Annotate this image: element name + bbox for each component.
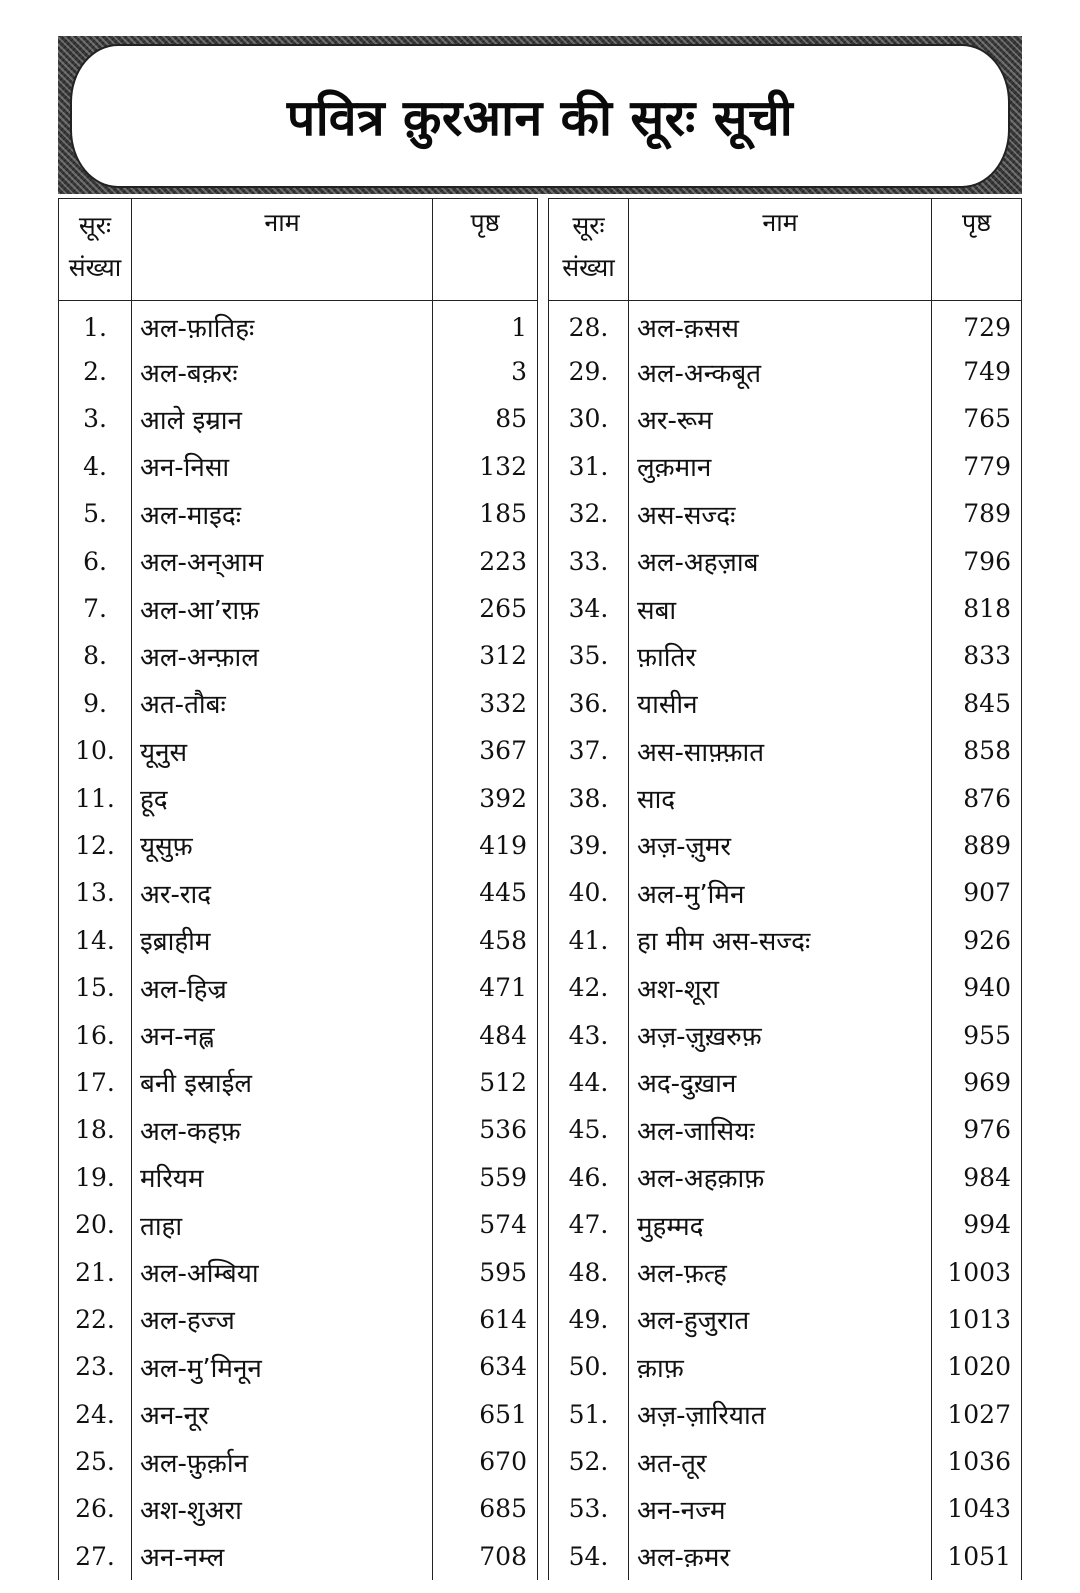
surah-name: अद-दुख़ान (629, 1059, 932, 1106)
surah-number: 8. (83, 641, 107, 671)
surah-number: 47. (568, 1210, 609, 1240)
table-row (549, 822, 1022, 869)
surah-name: यूसुफ़ (132, 822, 433, 869)
surah-number: 40. (568, 878, 609, 908)
surah-number: 9. (83, 688, 107, 718)
table-row (59, 1390, 538, 1437)
surah-page: 484 (433, 1011, 538, 1058)
table-row (59, 1201, 538, 1248)
table-row (549, 1154, 1022, 1201)
table-row (549, 1248, 1022, 1295)
surah-number: 50. (568, 1352, 609, 1382)
surah-index (58, 198, 1022, 1593)
surah-number: 30. (568, 404, 609, 434)
surah-name: अल-हज्ज (132, 1296, 433, 1343)
surah-number: 23. (75, 1352, 115, 1382)
surah-page: 595 (433, 1248, 538, 1295)
surah-name: लुक़मान (629, 443, 932, 490)
surah-page: 367 (433, 727, 538, 774)
table-row (59, 1059, 538, 1106)
surah-number: 4. (83, 451, 107, 481)
surah-name: मुहम्मद (629, 1201, 932, 1248)
table-body-right (549, 301, 1022, 1581)
surah-name: अस-सज्दः (629, 490, 932, 537)
surah-name: अल-हुजुरात (629, 1296, 932, 1343)
surah-name: अल-क़सस (629, 301, 932, 348)
surah-number: 36. (568, 688, 609, 718)
surah-page: 818 (932, 585, 1022, 632)
table-row (549, 727, 1022, 774)
surah-page: 85 (433, 395, 538, 442)
surah-name: अल-अन्कबूत (629, 348, 932, 395)
surah-page: 1051 (932, 1533, 1022, 1580)
surah-page: 392 (433, 774, 538, 821)
surah-name: अल-मु’मिनून (132, 1343, 433, 1390)
table-row (59, 680, 538, 727)
surah-number: 44. (568, 1067, 609, 1097)
surah-page: 1036 (932, 1438, 1022, 1485)
surah-page: 1 (433, 301, 538, 348)
surah-number: 6. (83, 546, 107, 576)
surah-page: 3 (433, 348, 538, 395)
table-row (59, 1343, 538, 1390)
surah-name: अल-मु’मिन (629, 869, 932, 916)
surah-page: 265 (433, 585, 538, 632)
surah-name: अल-अम्बिया (132, 1248, 433, 1295)
table-row (549, 964, 1022, 1011)
surah-page: 858 (932, 727, 1022, 774)
surah-page: 574 (433, 1201, 538, 1248)
surah-page: 1027 (932, 1390, 1022, 1437)
surah-number: 16. (75, 1020, 115, 1050)
surah-name: अर-राद (132, 869, 433, 916)
surah-number: 38. (568, 783, 609, 813)
surah-name: अत-तौबः (132, 680, 433, 727)
surah-name: अल-अन्फ़ाल (132, 632, 433, 679)
surah-name: अल-फ़ुर्क़ान (132, 1438, 433, 1485)
header-name: नाम (132, 199, 433, 301)
surah-page: 889 (932, 822, 1022, 869)
table-row (549, 585, 1022, 632)
surah-page: 833 (932, 632, 1022, 679)
surah-name: अश-शुअरा (132, 1485, 433, 1532)
surah-page: 1013 (932, 1296, 1022, 1343)
surah-name: अल-अहज़ाब (629, 537, 932, 584)
table-row (59, 1248, 538, 1295)
surah-number: 18. (75, 1115, 115, 1145)
surah-name: अल-अहक़ाफ़ (629, 1154, 932, 1201)
surah-page: 940 (932, 964, 1022, 1011)
surah-name: अन-नज्म (629, 1485, 932, 1532)
surah-number: 22. (75, 1304, 115, 1334)
table-row (549, 1390, 1022, 1437)
surah-name: अल-हिज्र (132, 964, 433, 1011)
table-row (59, 917, 538, 964)
surah-page: 685 (433, 1485, 538, 1532)
surah-name: फ़ातिर (629, 632, 932, 679)
surah-page: 796 (932, 537, 1022, 584)
surah-name: साद (629, 774, 932, 821)
surah-number: 15. (75, 973, 115, 1003)
surah-number: 25. (75, 1447, 115, 1477)
surah-page: 458 (433, 917, 538, 964)
surah-number: 32. (568, 499, 609, 529)
header-page: पृष्ठ (433, 199, 538, 301)
surah-page: 708 (433, 1533, 538, 1580)
table-row (549, 301, 1022, 348)
table-row (59, 443, 538, 490)
table-row (59, 822, 538, 869)
table-row (549, 1296, 1022, 1343)
surah-number: 27. (75, 1541, 115, 1571)
table-row (549, 1106, 1022, 1153)
surah-number: 21. (75, 1257, 115, 1287)
surah-page: 765 (932, 395, 1022, 442)
table-row (549, 774, 1022, 821)
surah-page: 419 (433, 822, 538, 869)
surah-page: 994 (932, 1201, 1022, 1248)
surah-number: 41. (568, 925, 609, 955)
table-row (59, 1106, 538, 1153)
table-row (59, 869, 538, 916)
surah-number: 12. (75, 830, 115, 860)
surah-name: अन-नम्ल (132, 1533, 433, 1580)
surah-number: 19. (75, 1162, 115, 1192)
surah-page: 955 (932, 1011, 1022, 1058)
surah-number: 46. (568, 1162, 609, 1192)
surah-name: अल-अन्आम (132, 537, 433, 584)
surah-number: 45. (568, 1115, 609, 1145)
surah-number: 42. (568, 973, 609, 1003)
surah-name: अज़-ज़ुख़रुफ़ (629, 1011, 932, 1058)
surah-number: 35. (568, 641, 609, 671)
surah-number: 5. (83, 499, 107, 529)
table-row (549, 917, 1022, 964)
surah-number: 29. (568, 357, 609, 387)
surah-name: बनी इस्राईल (132, 1059, 433, 1106)
table-row (549, 1485, 1022, 1532)
title-frame (70, 44, 1010, 188)
surah-number: 11. (75, 783, 115, 813)
surah-page: 749 (932, 348, 1022, 395)
surah-name: हा मीम अस-सज्दः (629, 917, 932, 964)
surah-name: हूद (132, 774, 433, 821)
surah-name: क़ाफ़ (629, 1343, 932, 1390)
surah-number: 7. (83, 594, 107, 624)
surah-name: अल-फ़त्ह (629, 1248, 932, 1295)
surah-page: 789 (932, 490, 1022, 537)
surah-number: 10. (75, 736, 115, 766)
table-row (59, 1533, 538, 1580)
header-number-line1: सूरः (572, 211, 605, 240)
table-row (549, 680, 1022, 727)
table-row (59, 395, 538, 442)
surah-name: अल-बक़रः (132, 348, 433, 395)
surah-name: अर-रूम (629, 395, 932, 442)
table-row (59, 585, 538, 632)
table-row (549, 348, 1022, 395)
table-row (59, 301, 538, 348)
surah-number: 51. (568, 1399, 609, 1429)
surah-page: 512 (433, 1059, 538, 1106)
title-banner (58, 36, 1022, 194)
table-row (59, 490, 538, 537)
surah-table-right (548, 198, 1022, 1580)
surah-name: अल-जासियः (629, 1106, 932, 1153)
surah-number: 52. (568, 1447, 609, 1477)
surah-number: 39. (568, 830, 609, 860)
surah-page: 670 (433, 1438, 538, 1485)
surah-number: 1. (83, 312, 107, 342)
table-row (549, 537, 1022, 584)
table-row (59, 964, 538, 1011)
header-number (59, 199, 132, 301)
surah-page: 907 (932, 869, 1022, 916)
surah-page: 1020 (932, 1343, 1022, 1390)
surah-number: 13. (75, 878, 115, 908)
table-row (549, 1533, 1022, 1580)
table-row (59, 1485, 538, 1532)
surah-page: 223 (433, 537, 538, 584)
surah-number: 53. (568, 1494, 609, 1524)
surah-page: 536 (433, 1106, 538, 1153)
surah-table-left (58, 198, 538, 1580)
surah-number: 26. (75, 1494, 115, 1524)
surah-page: 132 (433, 443, 538, 490)
surah-page: 614 (433, 1296, 538, 1343)
table-row (549, 1011, 1022, 1058)
table-row (59, 1438, 538, 1485)
table-row (549, 1201, 1022, 1248)
surah-number: 20. (75, 1210, 115, 1240)
surah-page: 976 (932, 1106, 1022, 1153)
surah-number: 37. (568, 736, 609, 766)
surah-page: 1043 (932, 1485, 1022, 1532)
surah-page: 634 (433, 1343, 538, 1390)
surah-page: 845 (932, 680, 1022, 727)
surah-number: 43. (568, 1020, 609, 1050)
table-row (549, 395, 1022, 442)
surah-name: अन-नह्ल (132, 1011, 433, 1058)
table-row (59, 348, 538, 395)
header-number-line2: संख्या (68, 253, 122, 282)
surah-page: 312 (433, 632, 538, 679)
surah-name: अन-नूर (132, 1390, 433, 1437)
table-body-left (59, 301, 538, 1581)
surah-number: 28. (568, 312, 609, 342)
surah-page: 984 (932, 1154, 1022, 1201)
surah-number: 34. (568, 594, 609, 624)
surah-name: सबा (629, 585, 932, 632)
surah-page: 332 (433, 680, 538, 727)
surah-name: अत-तूर (629, 1438, 932, 1485)
surah-name: अज़-ज़ुमर (629, 822, 932, 869)
surah-number: 3. (83, 404, 107, 434)
table-row (59, 727, 538, 774)
surah-number: 48. (568, 1257, 609, 1287)
page-title: पवित्र क़ुरआन की सूरः सूची (286, 88, 794, 147)
surah-name: अल-फ़ातिहः (132, 301, 433, 348)
table-row (59, 1011, 538, 1058)
table-row (59, 537, 538, 584)
surah-number: 54. (568, 1541, 609, 1571)
surah-page: 779 (932, 443, 1022, 490)
surah-name: अल-माइदः (132, 490, 433, 537)
table-row (59, 1296, 538, 1343)
surah-name: अज़-ज़ारियात (629, 1390, 932, 1437)
surah-page: 559 (433, 1154, 538, 1201)
surah-page: 445 (433, 869, 538, 916)
surah-page: 876 (932, 774, 1022, 821)
surah-page: 969 (932, 1059, 1022, 1106)
surah-page: 185 (433, 490, 538, 537)
table-row (549, 869, 1022, 916)
surah-number: 24. (75, 1399, 115, 1429)
table-row (59, 1154, 538, 1201)
header-name: नाम (629, 199, 932, 301)
surah-name: अल-कहफ़ (132, 1106, 433, 1153)
surah-name: ताहा (132, 1201, 433, 1248)
surah-number: 14. (75, 925, 115, 955)
surah-number: 31. (568, 451, 609, 481)
surah-name: अल-क़मर (629, 1533, 932, 1580)
table-row (549, 490, 1022, 537)
surah-name: अश-शूरा (629, 964, 932, 1011)
surah-number: 2. (83, 357, 107, 387)
surah-page: 651 (433, 1390, 538, 1437)
surah-number: 17. (75, 1067, 115, 1097)
surah-page: 1003 (932, 1248, 1022, 1295)
surah-page: 729 (932, 301, 1022, 348)
table-header-row (59, 199, 538, 301)
surah-name: अल-आ’राफ़ (132, 585, 433, 632)
table-row (59, 774, 538, 821)
surah-number: 49. (568, 1304, 609, 1334)
surah-page: 471 (433, 964, 538, 1011)
surah-name: यासीन (629, 680, 932, 727)
surah-name: मरियम (132, 1154, 433, 1201)
table-row (549, 443, 1022, 490)
table-row (549, 1343, 1022, 1390)
header-page: पृष्ठ (932, 199, 1022, 301)
table-row (549, 1438, 1022, 1485)
table-row (549, 632, 1022, 679)
table-header-row (549, 199, 1022, 301)
surah-number: 33. (568, 546, 609, 576)
table-row (59, 632, 538, 679)
surah-name: इब्राहीम (132, 917, 433, 964)
surah-name: अस-साफ़्फ़ात (629, 727, 932, 774)
header-number-line1: सूरः (78, 211, 112, 240)
header-number-line2: संख्या (562, 253, 615, 282)
surah-name: आले इम्रान (132, 395, 433, 442)
header-number (549, 199, 629, 301)
surah-name: यूनुस (132, 727, 433, 774)
surah-name: अन-निसा (132, 443, 433, 490)
table-row (549, 1059, 1022, 1106)
surah-page: 926 (932, 917, 1022, 964)
